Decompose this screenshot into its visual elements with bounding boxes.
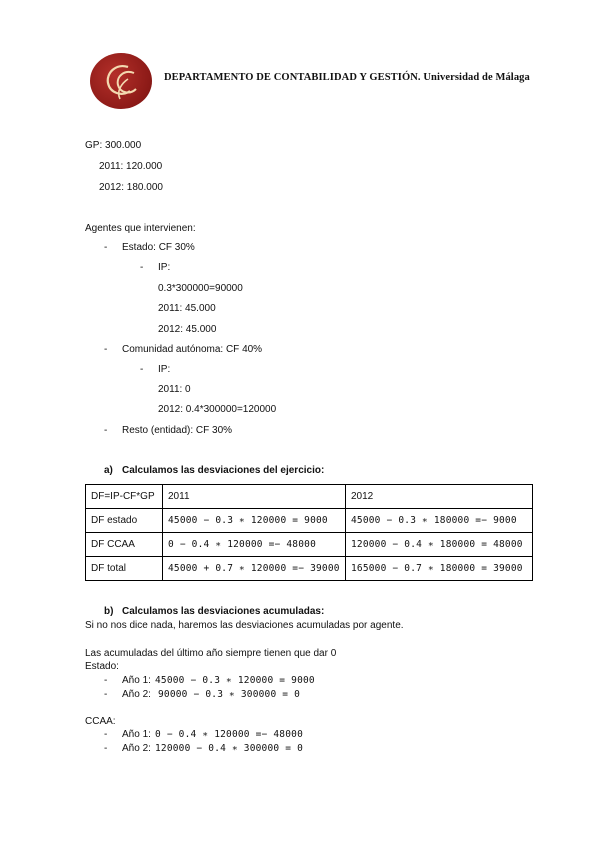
section-b-note: Si no nos dice nada, haremos las desviaciones acumuladas por agente. [85,620,404,631]
bullet: - [104,242,108,253]
estado-acc-y2: 90000 − 0.3 ∗ 300000 = 0 [158,689,301,700]
deviations-table [85,484,533,581]
table-header-cell: 2012 [346,485,533,509]
table-row [86,533,533,557]
table-header-cell: DF=IP-CF*GP [86,485,163,509]
estado-ip-calc: 0.3*300000=90000 [158,283,243,294]
table-header-row [86,485,533,509]
bullet: - [140,262,144,273]
bullet: - [104,743,108,754]
table-cell: 45000 − 0.3 ∗ 180000 =− 9000 [346,509,533,533]
logo-monogram-icon [90,53,152,109]
table-cell: 120000 − 0.4 ∗ 180000 = 48000 [346,533,533,557]
section-b-title: Calculamos las desviaciones acumuladas: [122,606,325,617]
estado-ip-2012: 2012: 45.000 [158,324,217,335]
agent-resto: Resto (entidad): CF 30% [122,425,233,436]
bullet: - [104,729,108,740]
section-b-note2: Las acumuladas del último año siempre tienen que dar 0 [85,648,337,659]
table-cell: 165000 − 0.7 ∗ 180000 = 39000 [346,557,533,581]
table-row [86,509,533,533]
section-a-marker: a) [104,465,113,476]
estado-ip-2011: 2011: 45.000 [158,303,216,314]
ccaa-ip-label: IP: [158,364,171,375]
ccaa-acc-title: CCAA: [85,716,116,727]
estado-acc-y1: 45000 − 0.3 ∗ 120000 = 9000 [155,675,315,686]
gp-total: GP: 300.000 [85,140,142,151]
row-label: DF CCAA [86,533,163,557]
row-label: DF estado [86,509,163,533]
table-header-cell: 2011 [163,485,346,509]
table-cell: 45000 − 0.3 ∗ 120000 = 9000 [163,509,346,533]
table-cell: 45000 + 0.7 ∗ 120000 =− 39000 [163,557,346,581]
bullet: - [104,344,108,355]
ccaa-acc-y2: 120000 − 0.4 ∗ 300000 = 0 [155,743,303,754]
agents-title: Agentes que intervienen: [85,223,196,234]
bullet: - [104,675,108,686]
section-a-title: Calculamos las desviaciones del ejercicio: [122,465,325,476]
estado-acc-y2-label: Año 2: [122,689,151,700]
agent-estado: Estado: CF 30% [122,242,195,253]
bullet: - [140,364,144,375]
gp-2011: 2011: 120.000 [99,161,163,172]
row-label: DF total [86,557,163,581]
section-b-marker: b) [104,606,114,617]
gp-2012: 2012: 180.000 [99,182,163,193]
ccaa-ip-2011: 2011: 0 [158,384,191,395]
university-logo [90,53,152,109]
ccaa-acc-y1: 0 − 0.4 ∗ 120000 =− 48000 [155,729,303,740]
table-row [86,557,533,581]
estado-acc-title: Estado: [85,661,119,672]
agent-ccaa: Comunidad autónoma: CF 40% [122,344,263,355]
department-header: DEPARTAMENTO DE CONTABILIDAD Y GESTIÓN. Universidad de Málaga [164,72,530,83]
ccaa-acc-y2-label: Año 2: [122,743,151,754]
ccaa-ip-2012: 2012: 0.4*300000=120000 [158,404,277,415]
bullet: - [104,689,108,700]
table-cell: 0 − 0.4 ∗ 120000 =− 48000 [163,533,346,557]
estado-acc-y1-label: Año 1: [122,675,151,686]
bullet: - [104,425,108,436]
ccaa-acc-y1-label: Año 1: [122,729,151,740]
estado-ip-label: IP: [158,262,171,273]
